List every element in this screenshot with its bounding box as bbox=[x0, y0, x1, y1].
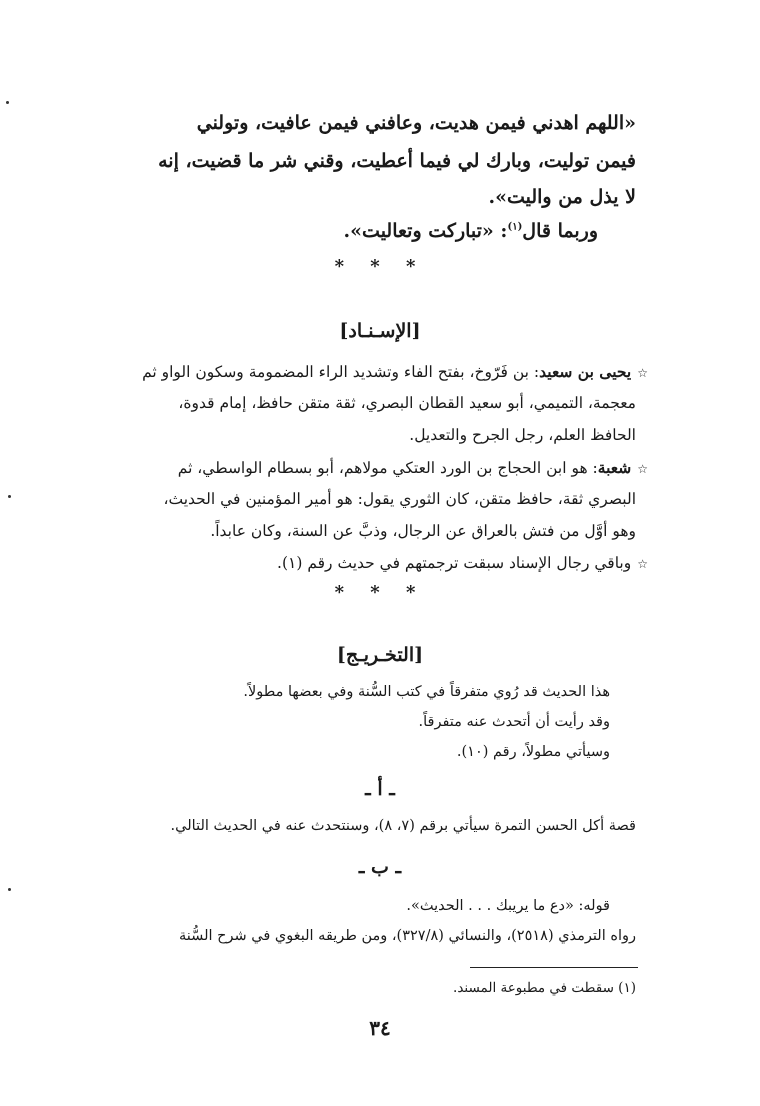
dua-line-3: لا يذل من واليت». bbox=[488, 186, 636, 208]
dua-line-2: فيمن توليت، وبارك لي فيما أعطيت، وقني شر ما قضيت، إنه bbox=[158, 150, 636, 172]
narrator-name: يحيى بن سعيد bbox=[539, 362, 632, 381]
margin-speck bbox=[8, 888, 11, 891]
margin-speck bbox=[6, 101, 9, 104]
dua-line-4-prefix: وربما قال bbox=[522, 220, 598, 242]
dua-line-4-suffix: : «تباركت وتعاليت». bbox=[343, 220, 508, 242]
section-b-line-2: رواه الترمذي (٢٥١٨)، والنسائي (٣٢٧/٨)، ومن طريقه البغوي في شرح السُّنة bbox=[179, 928, 636, 944]
star-bullet-icon: ☆ bbox=[637, 462, 648, 476]
takhrij-line-2: وقد رأيت أن أتحدث عنه متفرقاً. bbox=[418, 714, 610, 730]
isnad-entry-3-line-1 bbox=[277, 554, 648, 572]
star-bullet-icon: ☆ bbox=[637, 557, 648, 571]
footnote-divider bbox=[470, 967, 638, 968]
section-a-marker: ـ أ ـ bbox=[365, 778, 395, 800]
isnad-entry-1-line-1 bbox=[142, 362, 648, 381]
footnote-ref: (١) bbox=[507, 221, 523, 233]
isnad-entry-1-line-2: معجمة، التميمي، أبو سعيد القطان البصري، ثقة متقن حافظ، إمام قدوة، bbox=[178, 394, 636, 412]
dua-line-1: «اللهم اهدني فيمن هديت، وعافني فيمن عافيت، وتولني bbox=[196, 112, 636, 134]
footnote: (١) سقطت في مطبوعة المسند. bbox=[453, 980, 636, 996]
isnad-text: : هو ابن الحجاج بن الورد العتكي مولاهم، أبو بسطام الواسطي، ثم bbox=[177, 459, 598, 477]
section-separator: * * * bbox=[334, 582, 426, 603]
dua-line-4 bbox=[344, 220, 598, 242]
narrator-name: شعبة bbox=[597, 458, 632, 477]
isnad-text: وباقي رجال الإسناد سبقت ترجمتهم في حديث رقم (١). bbox=[277, 554, 632, 572]
takhrij-line-1: هذا الحديث قد رُوي متفرقاً في كتب السُّنة وفي بعضها مطولاً. bbox=[243, 684, 610, 700]
isnad-entry-2-line-2: البصري ثقة، حافظ متقن، كان الثوري يقول: هو أمير المؤمنين في الحديث، bbox=[163, 490, 636, 508]
isnad-text: : بن فَرّوخ، بفتح الفاء وتشديد الراء المضمومة وسكون الواو ثم bbox=[142, 363, 540, 381]
section-b-line-1: قوله: «دع ما يريبك . . . الحديث». bbox=[406, 898, 610, 914]
star-bullet-icon: ☆ bbox=[637, 366, 648, 380]
isnad-heading: [الإسـنـاد] bbox=[339, 320, 421, 342]
isnad-entry-1-line-3: الحافظ العلم، رجل الجرح والتعديل. bbox=[409, 426, 636, 444]
isnad-entry-2-line-1 bbox=[178, 458, 648, 477]
page-number: ٣٤ bbox=[369, 1016, 391, 1040]
takhrij-line-3: وسيأتي مطولاً، رقم (١٠). bbox=[456, 744, 610, 760]
isnad-entry-2-line-3: وهو أوَّل من فتش بالعراق عن الرجال، وذبَّ عن السنة، وكان عابداً. bbox=[210, 522, 636, 540]
section-a-text: قصة أكل الحسن التمرة سيأتي برقم (٧، ٨)، وسنتحدث عنه في الحديث التالي. bbox=[170, 818, 636, 834]
takhrij-heading: [التخـريـج] bbox=[336, 644, 424, 666]
section-b-marker: ـ ب ـ bbox=[358, 856, 402, 878]
section-separator: * * * bbox=[334, 256, 426, 277]
margin-speck bbox=[8, 495, 11, 498]
